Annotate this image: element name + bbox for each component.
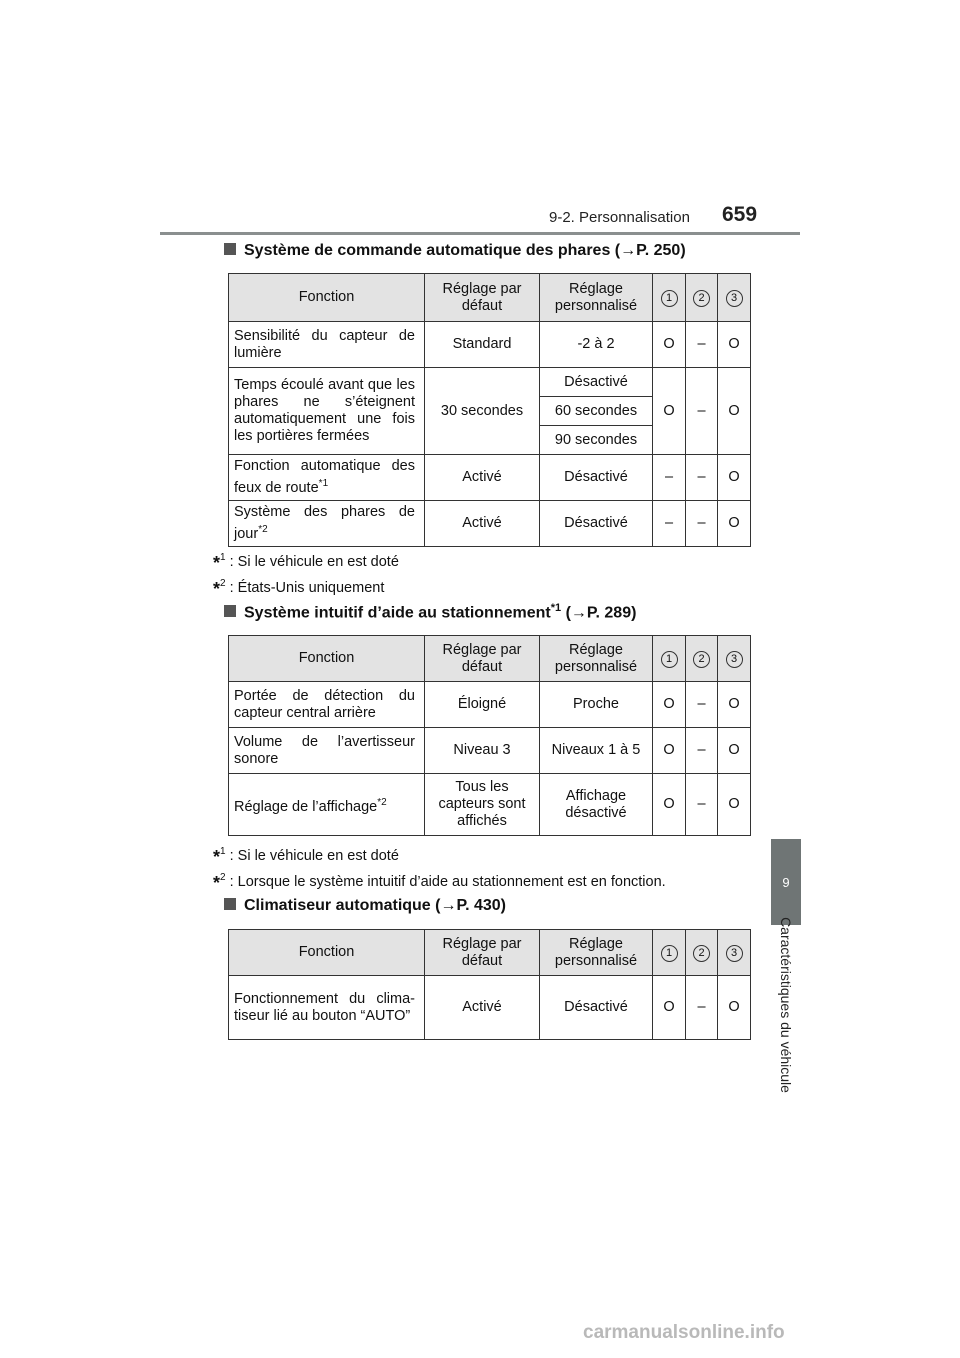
- section-heading-parking-assist: Système intuitif d’aide au stationnement$^{*1}$ (→P. 289): [224, 602, 636, 622]
- table-row: [229, 368, 751, 397]
- cell-defaut: Niveau 3: [425, 728, 540, 774]
- cell-c1: O: [653, 976, 686, 1040]
- cell-c2: –: [686, 368, 718, 455]
- cell-defaut: Activé: [425, 455, 540, 501]
- cell-c3: O: [718, 682, 751, 728]
- col-header-fonction: Fonction: [229, 636, 425, 682]
- square-bullet-icon: [224, 605, 236, 617]
- circled-1-icon: 1: [661, 651, 678, 668]
- cell-c1: –: [653, 501, 686, 547]
- col-header-2: [686, 930, 718, 976]
- footnote: *$^2$ : États-Unis uniquement: [213, 578, 385, 599]
- col-header-1: [653, 636, 686, 682]
- watermark: carmanualsonline.info: [583, 1322, 785, 1343]
- cell-fonction: Réglage de l’affichage$^{*2}$: [229, 774, 425, 836]
- cell-perso: Proche: [540, 682, 653, 728]
- cell-fonction: Volume de l’avertisseur sonore: [229, 728, 425, 774]
- col-header-fonction: Fonction: [229, 274, 425, 322]
- footnote-ref: *1: [550, 602, 562, 614]
- cell-c3: O: [718, 774, 751, 836]
- table-row: [229, 774, 751, 836]
- cell-c3: O: [718, 322, 751, 368]
- cell-perso: Désactivé: [540, 455, 653, 501]
- cell-fonction: Portée de détection du capteur central arrière: [229, 682, 425, 728]
- col-header-2: [686, 274, 718, 322]
- cell-perso: -2 à 2: [540, 322, 653, 368]
- chapter-tab[interactable]: [771, 839, 801, 925]
- cell-perso: 90 secondes: [540, 426, 653, 455]
- cell-fonction: Système des phares de jour$^{*2}$: [229, 501, 425, 547]
- table-header-row: [229, 274, 751, 322]
- footnote-ref: *2: [377, 796, 387, 808]
- footnote: *$^2$ : Lorsque le système intuitif d’aide au stationnement est en fonction.: [213, 872, 666, 893]
- table-headlights: [228, 273, 751, 547]
- circled-2-icon: 2: [693, 651, 710, 668]
- cell-perso: Affichage désactivé: [540, 774, 653, 836]
- cell-c2: –: [686, 501, 718, 547]
- section-heading-headlights: Système de commande automatique des phares (→P. 250): [224, 242, 686, 260]
- chapter-label: Caractéristiques du véhicule: [778, 917, 794, 1093]
- col-header-1: [653, 274, 686, 322]
- cell-c3: O: [718, 976, 751, 1040]
- cell-defaut: Activé: [425, 976, 540, 1040]
- col-header-2: [686, 636, 718, 682]
- col-header-defaut: Réglage par défaut: [425, 274, 540, 322]
- table-row: [229, 455, 751, 501]
- cell-c3: O: [718, 728, 751, 774]
- cell-fonction: Sensibilité du capteur de lumière: [229, 322, 425, 368]
- table-header-row: [229, 930, 751, 976]
- cell-perso: Niveaux 1 à 5: [540, 728, 653, 774]
- cell-perso: Désactivé: [540, 368, 653, 397]
- header-section-title: 9-2. Personnalisation: [549, 209, 690, 226]
- cell-c2: –: [686, 774, 718, 836]
- cell-defaut: Éloigné: [425, 682, 540, 728]
- cell-c3: O: [718, 368, 751, 455]
- col-header-1: [653, 930, 686, 976]
- cell-perso: Désactivé: [540, 976, 653, 1040]
- cell-c1: O: [653, 322, 686, 368]
- circled-2-icon: 2: [693, 945, 710, 962]
- circled-1-icon: 1: [661, 290, 678, 307]
- footnote-ref: *1: [318, 478, 329, 490]
- table-row: [229, 976, 751, 1040]
- cell-c3: O: [718, 501, 751, 547]
- cell-c2: –: [686, 976, 718, 1040]
- table-row: [229, 322, 751, 368]
- cell-c2: –: [686, 455, 718, 501]
- col-header-3: [718, 274, 751, 322]
- cell-c2: –: [686, 728, 718, 774]
- cell-perso: Désactivé: [540, 501, 653, 547]
- cell-fonction: Fonctionnement du clima-tiseur lié au bouton “AUTO”: [229, 976, 425, 1040]
- col-header-3: [718, 930, 751, 976]
- footnote: *$^1$ : Si le véhicule en est doté: [213, 846, 399, 867]
- square-bullet-icon: [224, 243, 236, 255]
- table-row: [229, 501, 751, 547]
- cell-defaut: Standard: [425, 322, 540, 368]
- col-header-fonction: Fonction: [229, 930, 425, 976]
- circled-3-icon: 3: [726, 945, 743, 962]
- table-climate: [228, 929, 751, 1040]
- cell-fonction: Temps écoulé avant que les phares ne s’éteignent automatiquement une fois les portières fermées: [229, 368, 425, 455]
- col-header-perso: Réglage personnalisé: [540, 636, 653, 682]
- square-bullet-icon: [224, 898, 236, 910]
- cell-c1: O: [653, 728, 686, 774]
- col-header-defaut: Réglage par défaut: [425, 930, 540, 976]
- page-number: 659: [722, 203, 758, 226]
- col-header-perso: Réglage personnalisé: [540, 274, 653, 322]
- col-header-defaut: Réglage par défaut: [425, 636, 540, 682]
- table-parking-assist: [228, 635, 751, 836]
- cell-c3: O: [718, 455, 751, 501]
- cell-fonction: Fonction automatique des feux de route$^{*1}$: [229, 455, 425, 501]
- cell-perso: 60 secondes: [540, 397, 653, 426]
- cell-defaut: 30 secondes: [425, 368, 540, 455]
- cell-c2: –: [686, 682, 718, 728]
- footnote: *$^1$ : Si le véhicule en est doté: [213, 552, 399, 573]
- cell-c1: O: [653, 682, 686, 728]
- table-header-row: [229, 636, 751, 682]
- section-heading-climate: Climatiseur automatique (→P. 430): [224, 897, 506, 915]
- circled-1-icon: 1: [661, 945, 678, 962]
- table-row: [229, 682, 751, 728]
- col-header-3: [718, 636, 751, 682]
- circled-3-icon: 3: [726, 651, 743, 668]
- chapter-number: 9: [782, 874, 790, 890]
- footnote-ref: *2: [258, 524, 268, 536]
- cell-defaut: Activé: [425, 501, 540, 547]
- cell-c1: O: [653, 774, 686, 836]
- header-rule: [160, 232, 800, 235]
- cell-defaut: Tous les capteurs sont affichés: [425, 774, 540, 836]
- circled-2-icon: 2: [693, 290, 710, 307]
- col-header-perso: Réglage personnalisé: [540, 930, 653, 976]
- cell-c1: –: [653, 455, 686, 501]
- cell-c1: O: [653, 368, 686, 455]
- cell-c2: –: [686, 322, 718, 368]
- table-row: [229, 728, 751, 774]
- circled-3-icon: 3: [726, 290, 743, 307]
